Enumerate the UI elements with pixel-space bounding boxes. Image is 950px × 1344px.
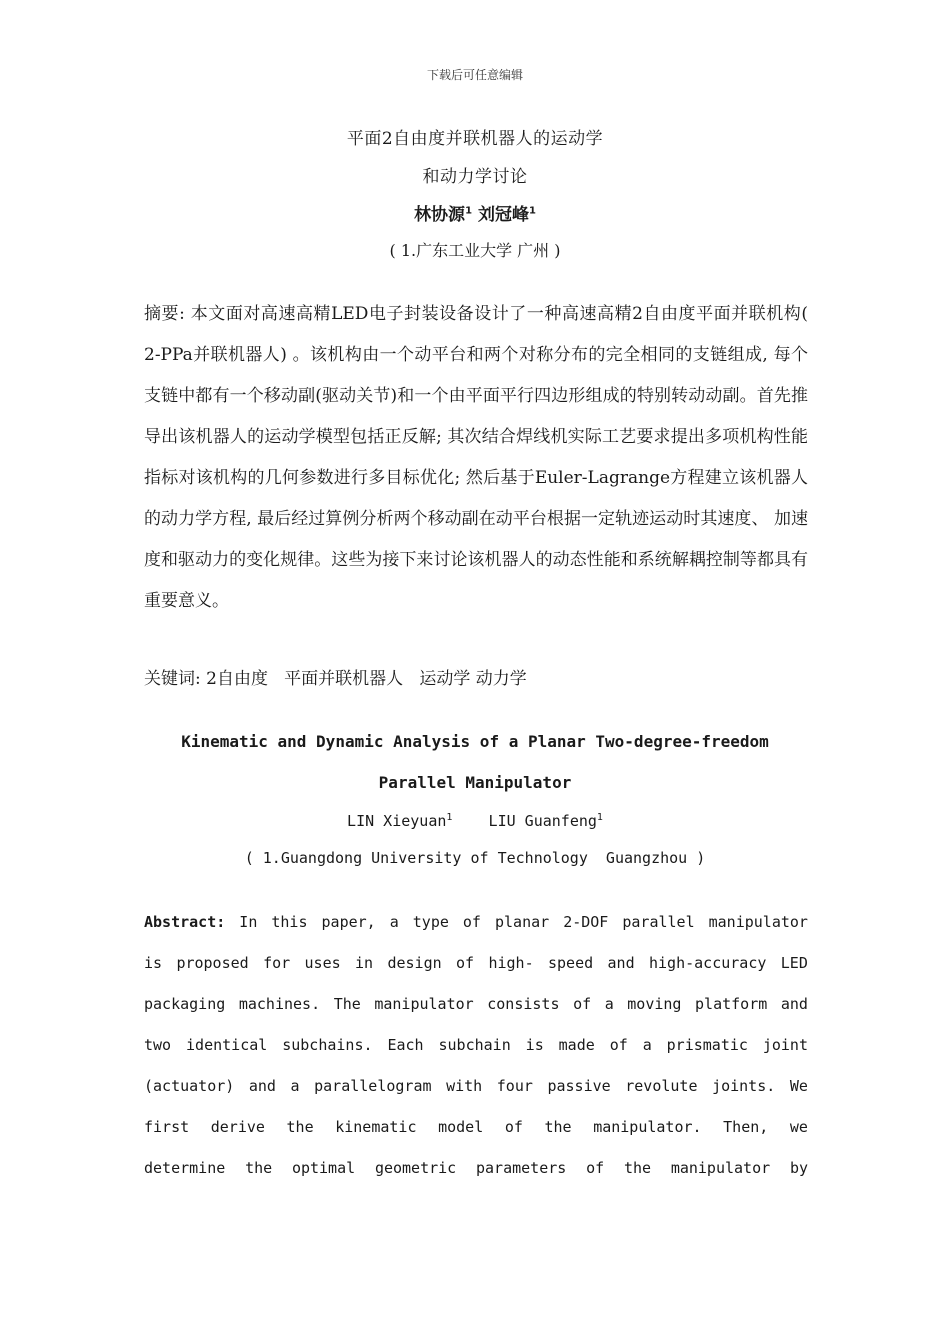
- en-abstract-word: we: [789, 1118, 808, 1136]
- cn-title-line-1: 平面2自由度并联机器人的运动学: [346, 129, 604, 149]
- en-abstract-word: parallel: [622, 913, 695, 931]
- en-abstract-word: joint: [762, 1036, 808, 1054]
- en-abstract-word: manipulator: [708, 913, 808, 931]
- en-abstract-label: Abstract:: [144, 913, 226, 931]
- cn-author-1: 林协源: [414, 205, 466, 225]
- en-abstract-word: packaging: [144, 995, 226, 1013]
- en-abstract-line: [144, 1025, 808, 1066]
- en-author-1-sup: 1: [446, 812, 453, 823]
- en-abstract-word: of: [462, 913, 481, 931]
- en-abstract-word: uses: [304, 954, 341, 972]
- en-abstract-word: is: [525, 1036, 544, 1054]
- cn-author-1-sup: 1: [465, 205, 473, 217]
- en-abstract-word: a: [604, 995, 614, 1013]
- en-abstract-word: subchain: [438, 1036, 511, 1054]
- en-abstract-word: kinematic: [335, 1118, 417, 1136]
- en-abstract-word: the: [544, 1118, 572, 1136]
- en-abstract-word: machines.: [238, 995, 321, 1013]
- en-abstract-word: of: [573, 995, 592, 1013]
- en-abstract-word: revolute: [625, 1077, 698, 1095]
- en-abstract-word: The: [333, 995, 361, 1013]
- en-abstract-line: [144, 1066, 808, 1107]
- en-title-line-1: Kinematic and Dynamic Analysis of a Planar Two-degree-freedom: [181, 732, 769, 751]
- en-abstract-word: manipulator: [374, 995, 474, 1013]
- en-abstract-word: the: [245, 1159, 273, 1177]
- en-abstract-line: [144, 1148, 808, 1189]
- cn-affiliation: ( 1.广东工业大学 广州 ): [389, 241, 561, 260]
- en-abstract-word: a: [389, 913, 399, 931]
- en-abstract-word: parallelogram: [314, 1077, 432, 1095]
- en-abstract-word: in: [355, 954, 374, 972]
- en-abstract-word: proposed: [176, 954, 249, 972]
- en-abstract-word: first: [144, 1118, 190, 1136]
- en-abstract-word: Then,: [723, 1118, 769, 1136]
- en-abstract-word: In: [239, 913, 258, 931]
- cn-author-2: 刘冠峰: [477, 205, 529, 225]
- en-abstract-word: for: [263, 954, 291, 972]
- en-abstract-word: and: [607, 954, 635, 972]
- cn-abstract: 摘要: 本文面对高速高精LED电子封装设备设计了一种高速高精2自由度平面并联机构( 2-PPa并联机器人) 。该机构由一个动平台和两个对称分布的完全相同的支链组成, 每个支链中都有一个移动副(驱动关节)和一个由平面平行四边形组成的特别转动动副。首先推导出该机器人的运动学模型包括正反解; 其次结合焊线机实际工艺要求提出多项机构性能指标对该机构的几何参数进行多目标优化; 然后基于Euler-Lagrange方程建立该机器人的动力学方程, 最后经过算例分析两个移动副在动平台根据一定轨迹运动时其速度、 加速度和驱动力的变化规律。这些为接下来讨论该机器人的动态性能和系统解耦控制等都具有重要意义。: [144, 304, 808, 611]
- en-abstract-word: parameters: [476, 1159, 567, 1177]
- en-abstract-word: 2-DOF: [563, 913, 609, 931]
- en-abstract-word: optimal: [291, 1159, 356, 1177]
- en-abstract-word: the: [623, 1159, 652, 1177]
- en-abstract-line: [144, 984, 808, 1025]
- en-abstract-word: identical: [186, 1036, 268, 1054]
- en-abstract-word: and: [780, 995, 808, 1013]
- en-abstract-word: (actuator): [144, 1077, 235, 1095]
- en-abstract-word: planar: [494, 913, 550, 931]
- cn-author-2-sup: 1: [528, 205, 536, 217]
- en-abstract-word: geometric: [374, 1159, 457, 1177]
- cn-authors: [0, 200, 950, 225]
- en-abstract-word: determine: [144, 1159, 226, 1177]
- en-abstract-word: moving: [627, 995, 682, 1013]
- header-note: 下载后可任意编辑: [426, 68, 523, 82]
- en-abstract-word: a: [642, 1036, 652, 1054]
- en-abstract-word: design: [387, 954, 442, 972]
- en-author-2: LIU Guanfeng: [488, 812, 597, 830]
- en-abstract-word: of: [609, 1036, 628, 1054]
- en-affiliation: ( 1.Guangdong University of Technology Guangzhou ): [244, 849, 706, 867]
- en-abstract-word: and: [248, 1077, 276, 1095]
- en-abstract-word: joints.: [712, 1077, 776, 1095]
- en-abstract-word: prismatic: [666, 1036, 748, 1054]
- cn-keywords: 关键词: 2自由度 平面并联机器人 运动学 动力学: [144, 669, 527, 689]
- en-abstract-word: platform: [695, 995, 768, 1013]
- en-abstract-word: is: [144, 954, 163, 972]
- en-abstract-word: made: [558, 1036, 595, 1054]
- en-abstract-word: derive: [210, 1118, 265, 1136]
- en-abstract-word: LED: [780, 954, 808, 972]
- en-abstract-word: speed: [548, 954, 594, 972]
- en-abstract-word: Each: [387, 1036, 424, 1054]
- en-abstract-line: [144, 1107, 808, 1148]
- en-abstract-word: model: [438, 1118, 484, 1136]
- en-abstract-line: [144, 943, 808, 984]
- cn-title-line-2: 和动力学讨论: [422, 167, 528, 187]
- en-abstract-word: by: [789, 1159, 808, 1177]
- en-abstract-word: type: [412, 913, 449, 931]
- en-abstract-word: with: [446, 1077, 483, 1095]
- en-abstract-word: high-accuracy: [649, 954, 767, 972]
- en-title-line-2: Parallel Manipulator: [378, 773, 572, 792]
- en-abstract-word: passive: [547, 1077, 611, 1095]
- en-authors: [0, 812, 950, 830]
- en-abstract-word: subchains.: [282, 1036, 373, 1054]
- en-abstract-word: manipulator: [670, 1159, 771, 1177]
- en-abstract-word: the: [286, 1118, 314, 1136]
- en-abstract-word: consists: [487, 995, 560, 1013]
- en-abstract-word: of: [504, 1118, 523, 1136]
- en-abstract-word: We: [789, 1077, 808, 1095]
- en-author-1: LIN Xieyuan: [347, 812, 447, 830]
- en-abstract-word: this: [271, 913, 308, 931]
- en-author-2-sup: 1: [596, 812, 603, 823]
- en-abstract-word: of: [586, 1159, 605, 1177]
- en-abstract-word: four: [496, 1077, 533, 1095]
- en-abstract-word: of: [456, 954, 475, 972]
- en-abstract-line: [144, 902, 808, 943]
- en-abstract-word: two: [144, 1036, 172, 1054]
- en-abstract-word: manipulator.: [593, 1118, 702, 1136]
- en-abstract-word: high-: [488, 954, 534, 972]
- en-abstract-word: paper,: [321, 913, 376, 931]
- en-abstract: [144, 902, 808, 1189]
- en-abstract-word: a: [290, 1077, 300, 1095]
